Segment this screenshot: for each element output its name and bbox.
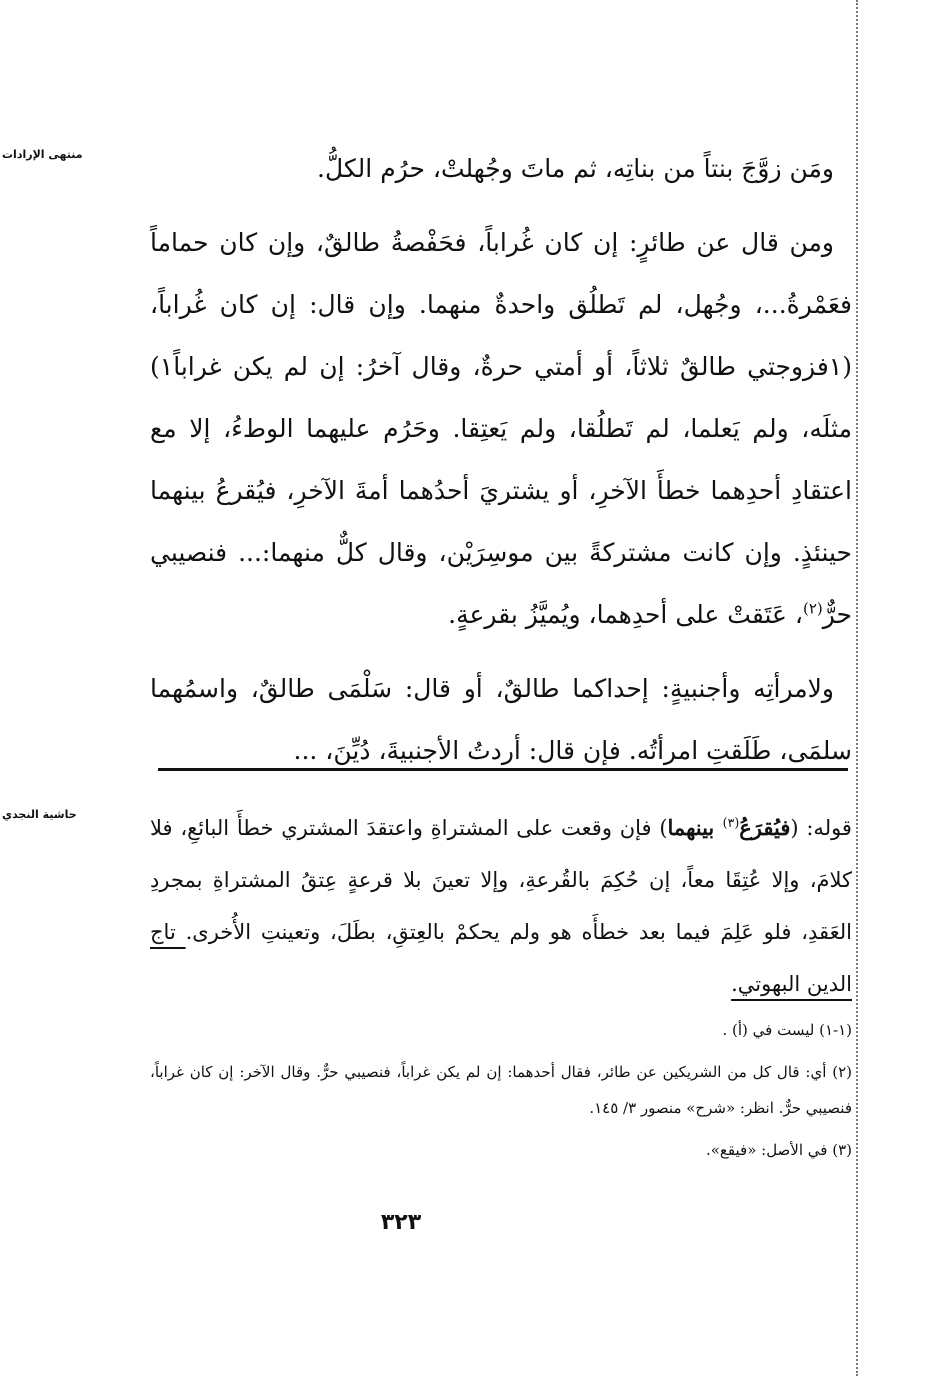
side-label-main: منتهى الإرادات xyxy=(2,148,83,161)
page-number: ٣٢٣ xyxy=(380,1210,422,1235)
section-divider xyxy=(158,768,848,771)
footnote-2: (٢) أي: قال كل من الشريكين عن طائر، فقال أحدهما: إن لم يكن غراباً، فنصيبي حرٌّ. وقال الآخر: إن كان غراباً، فنصيبي حرٌّ. انظر: «شرح» منصور ٣/ ١٤٥. xyxy=(150,1063,852,1117)
footnotes xyxy=(150,1012,852,1174)
footnote-ref-3: (٣) xyxy=(722,815,740,830)
footnote-1: (١-١) ليست في (أ) . xyxy=(722,1021,852,1039)
footnote-ref-2: (٢) xyxy=(802,599,823,618)
hashiya-quoted-word-2: بينهما xyxy=(667,815,723,840)
page-edge-dotted-line xyxy=(856,0,858,1376)
hashiya-paragraph xyxy=(150,802,852,1010)
footnote-3: (٣) في الأصل: «فيقع». xyxy=(705,1141,852,1159)
hashiya-quoted-word: فيُقرَعُ xyxy=(739,815,791,840)
main-paragraph-2-end: ، عَتَقتْ على أحدِهما، ويُميَّزُ بقرعةٍ. xyxy=(448,600,803,629)
hashiya-author: تاج الدين البهوتي. xyxy=(150,920,852,996)
main-paragraph-1: ومَن زوَّجَ بنتاً من بناتِه، ثم ماتَ وجُهلتْ، حرُم الكلُّ. xyxy=(317,154,834,183)
main-paragraph-3: ولامرأتِه وأجنبيةٍ: إحداكما طالقٌ، أو قال: سَلْمَى طالقٌ، واسمُهما سلمَى، طَلَقتِ امرأتُه. فإن قال: أردتُ الأجنبيةَ، دُيِّنَ، ... xyxy=(150,674,852,765)
hashiya-body: ) فإن وقعت على المشتراةِ واعتقدَ المشتري خطأَ البائعِ، فلا كلامَ، وإلا عُتِقَا معاً، إن حُكِمَ بالقُرعةِ، وإلا تعينَ بلا قرعةٍ عِتقُ المشتراةِ بمجردِ العَقدِ، فلو عَلِمَ فيما بعد خطأَه هو ولم يحكمْ بالعِتقِ، بطَلَ، وتعينتِ الأُخرى. xyxy=(150,816,852,944)
main-text xyxy=(150,138,852,794)
side-label-hashiya: حاشية النجدي xyxy=(2,808,77,821)
hashiya-text xyxy=(150,802,852,1010)
main-paragraph-2 xyxy=(150,212,852,646)
main-paragraph-2-body: ومن قال عن طائرٍ: إن كان غُراباً، فحَفْصةُ طالقٌ، وإن كان حماماً فعَمْرةُ...، وجُهل، لم تَطلُق واحدةٌ منهما. وإن قال: إن كان غُراباً، (١فزوجتي طالقٌ ثلاثاً، أو أمتي حرةٌ، وقال آخرُ: إن لم يكن غراباً١) مثلَه، ولم يَعلما، لم تَطلُقا، ولم يَعتِقا. وحَرُم عليهما الوطءُ، إلا مع اعتقادِ أحدِهما خطأَ الآخرِ، أو يشتريَ أحدُهما أمةَ الآخرِ، فيُقرعُ بينهما حينئذٍ. وإن كانت مشتركةً بين موسِرَيْن، وقال كلٌّ منهما:... فنصيبي حرٌّ xyxy=(150,228,852,629)
hashiya-prefix: قوله: ( xyxy=(790,816,852,840)
